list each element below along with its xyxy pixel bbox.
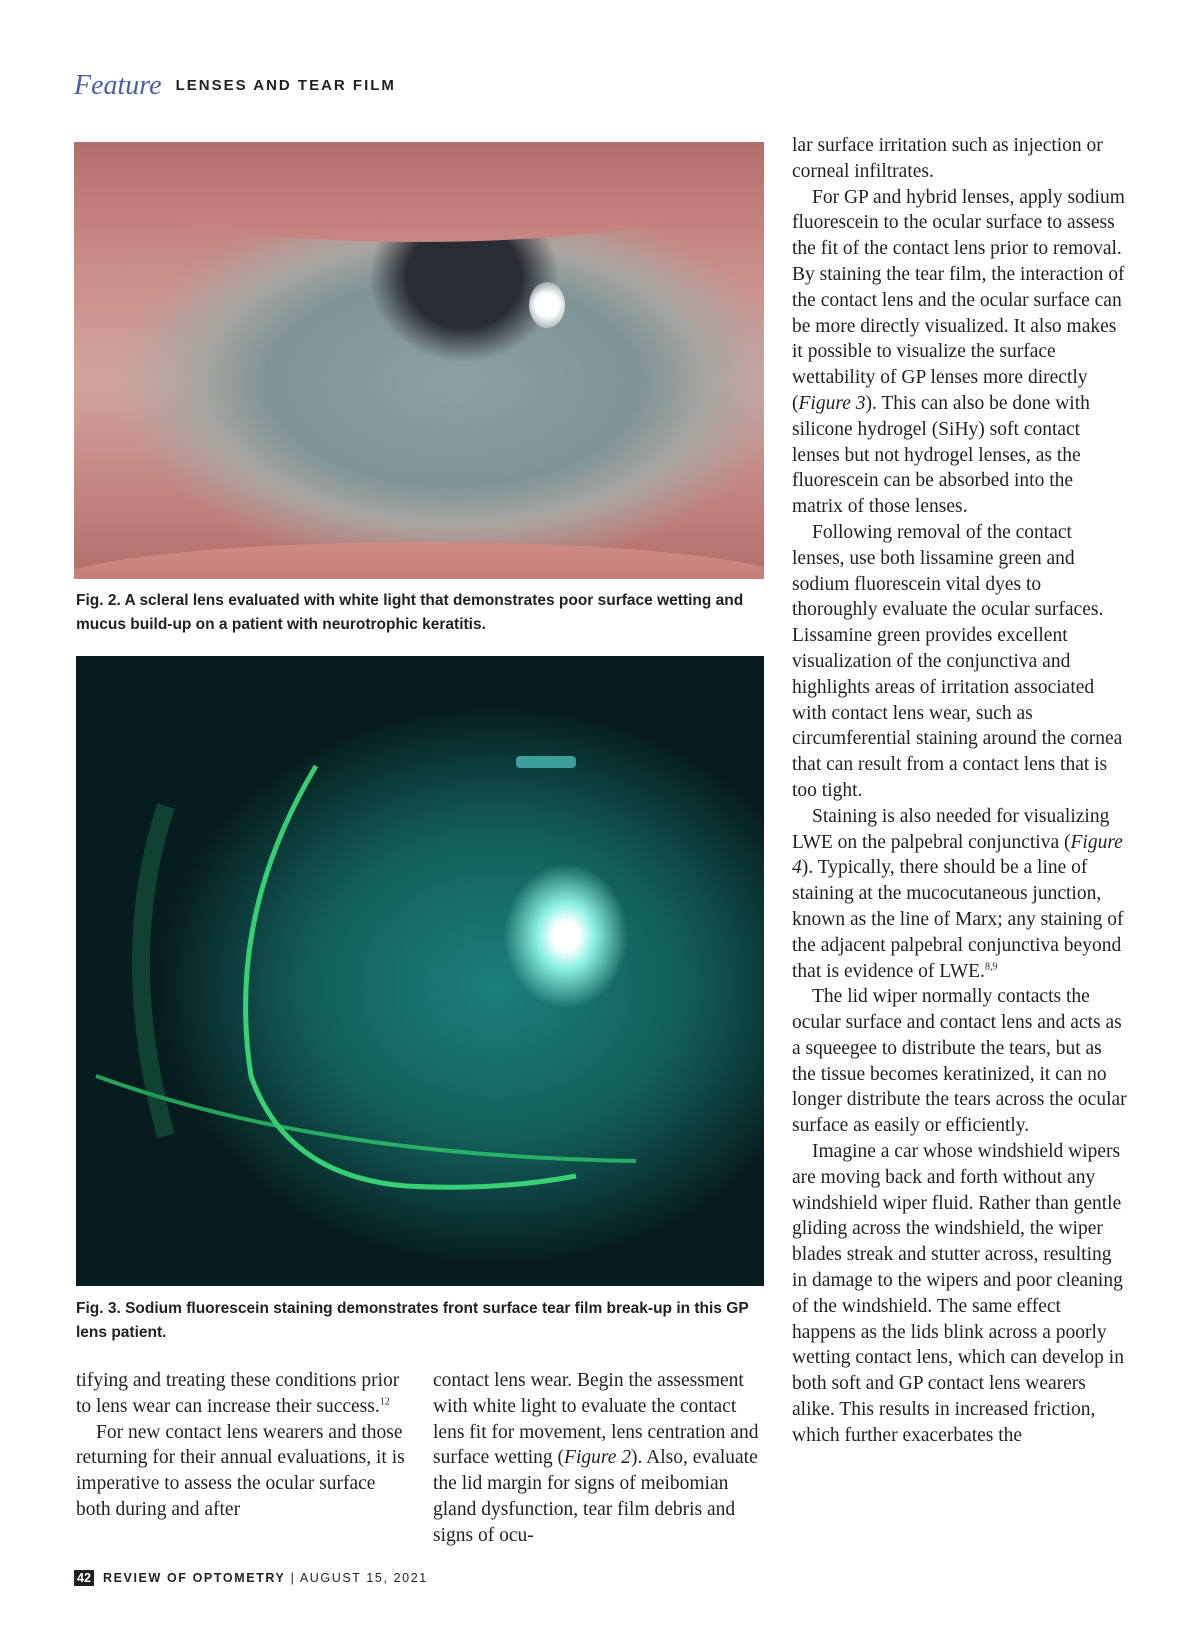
paragraph xyxy=(76,1368,406,1420)
paragraph-text: contact lens wear. Begin the assessment with white light to evaluate the contact lens fit for movement, lens centration and surface wetting ( xyxy=(433,1370,759,1469)
text-column-middle xyxy=(433,1368,763,1549)
light-reflex xyxy=(529,282,565,328)
issue-date: AUGUST 15, 2021 xyxy=(299,1571,428,1585)
paragraph-text: ). Also, evaluate the lid margin for signs of meibomian gland dysfunction, tear film debris and signs of ocu- xyxy=(433,1447,758,1546)
reference-superscript: 12 xyxy=(379,1396,390,1408)
text-column-right xyxy=(792,133,1127,1449)
lens-edge-stain xyxy=(246,766,576,1187)
text-column-left xyxy=(76,1368,406,1523)
paragraph: Following removal of the contact lenses, use both lissamine green and sodium fluorescein vital dyes to thoroughly evaluate the ocular surfaces. Lissamine green provides excellent visualization of the conjunctiva and highlights areas of irritation associated with contact lens wear, such as circumferential staining around the cornea that can result from a contact lens that is too tight. xyxy=(792,521,1123,801)
figure-3-caption: Fig. 3. Sodium fluorescein staining demonstrates front surface tear film break-up in this GP lens patient. xyxy=(76,1300,749,1341)
section-title: LENSES AND TEAR FILM xyxy=(175,77,396,94)
paragraph-text: tifying and treating these conditions prior to lens wear can increase their success. xyxy=(76,1370,400,1417)
figure-reference: Figure 4 xyxy=(792,831,1123,879)
figure-3-photo xyxy=(76,656,764,1286)
paragraph: For new contact lens wearers and those returning for their annual evaluations, it is imperative to assess the ocular surface both during and after xyxy=(76,1421,405,1520)
lower-eyelid xyxy=(74,542,764,579)
paragraph: lar surface irritation such as injection or corneal infiltrates. xyxy=(792,135,1103,182)
feature-label: Feature xyxy=(74,70,162,101)
tear-meniscus xyxy=(96,1076,636,1161)
paragraph xyxy=(792,185,1127,520)
page-number: 42 xyxy=(74,1570,94,1586)
figure-reference: Figure 3 xyxy=(798,392,866,414)
paragraph-text: ). This can also be done with silicone hydrogel (SiHy) soft contact lenses but not hydrogel lenses, as the fluorescein can be absorbed into the matrix of those lenses. xyxy=(792,392,1090,518)
figure-2-photo xyxy=(74,142,764,579)
running-header xyxy=(74,70,396,110)
paragraph-text: ). Typically, there should be a line of staining at the mucocutaneous junction, known as the line of Marx; any staining of the adjacent palpebral conjunctiva beyond that is evidence of LWE. xyxy=(792,857,1124,982)
figure-2-caption: Fig. 2. A scleral lens evaluated with white light that demonstrates poor surface wetting and mucus build-up on a patient with neurotrophic keratitis. xyxy=(76,592,744,633)
paragraph: The lid wiper normally contacts the ocular surface and contact lens and acts as a squeegee to distribute the tears, but as the tissue becomes keratinized, it can no longer distribute the tears across the ocular surface as easily or efficiently. xyxy=(792,986,1127,1137)
fluorescein-pattern xyxy=(76,656,764,1286)
paragraph: Imagine a car whose windshield wipers are moving back and forth without any windshield wiper fluid. Rather than gentle gliding across the windshield, the wiper blades streak and stutter across, resulting in damage to the wipers and poor cleaning of the windshield. The same effect happens as the lids blink across a poorly wetting contact lens, which can develop in both soft and GP contact lens wearers alike. This results in increased friction, which further exacerbates the xyxy=(792,1141,1124,1446)
bulbar-stain xyxy=(141,806,166,1136)
magazine-name: REVIEW OF OPTOMETRY xyxy=(102,1571,286,1585)
upper-eyelid xyxy=(74,142,764,242)
paragraph xyxy=(792,804,1127,985)
reference-superscript: 8,9 xyxy=(984,961,998,972)
paragraph xyxy=(433,1368,763,1549)
paragraph-text: For GP and hybrid lenses, apply sodium fluorescein to the ocular surface to assess the fit of the contact lens prior to removal. By staining the tear film, the interaction of the contact lens and the ocular surface can be more directly visualized. It also makes it possible to visualize the surface wettability of GP lenses more directly ( xyxy=(792,186,1125,414)
lash-reflection xyxy=(516,756,576,768)
paragraph-text: Staining is also needed for visualizing LWE on the palpebral conjunctiva ( xyxy=(792,805,1110,853)
footer-separator: | xyxy=(290,1571,296,1585)
figure-reference: Figure 2 xyxy=(564,1447,632,1469)
page-footer xyxy=(74,1570,428,1586)
